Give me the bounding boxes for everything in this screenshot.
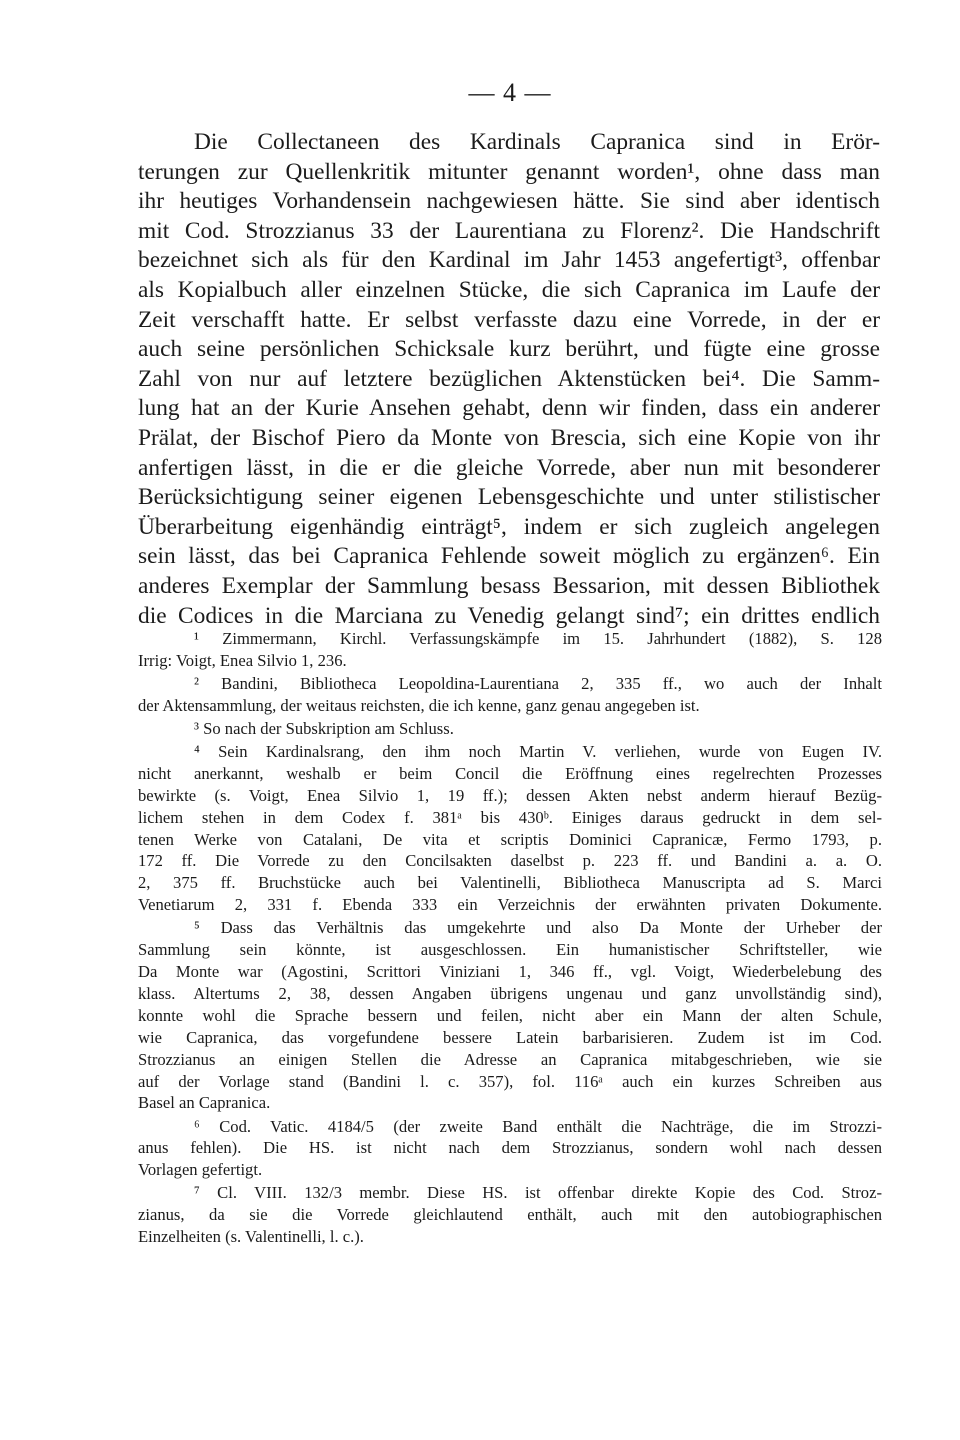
footnote-3 [138,718,882,740]
footnote-line: Irrig: Voigt, Enea Silvio 1, 236. [138,650,347,670]
footnote-line: ² Bandini, Bibliotheca Leopoldina-Laurentiana 2, 335 ff., wo auch der Inhalt [194,673,882,693]
body-line: lung hat an der Kurie Ansehen gehabt, denn wir finden, dass ein anderer [138,395,880,422]
footnote-line: ³ So nach der Subskription am Schluss. [194,718,454,738]
body-line: Zahl von nur auf letztere bezüglichen Aktenstücken bei⁴. Die Samm- [138,365,880,392]
footnote-line: ⁴ Sein Kardinalsrang, den ihm noch Martin V. verliehen, wurde von Eugen IV. [194,742,882,762]
body-line: bezeichnet sich als für den Kardinal im Jahr 1453 angefertigt³, offenbar [138,247,880,274]
body-line: Prälat, der Bischof Piero da Monte von Brescia, sich eine Kopie von ihr [138,424,880,451]
footnote-line: wie Capranica, das vorgefundene bessere Latein barbarisieren. Zudem ist im Cod. [138,1027,882,1047]
body-line: anderes Exemplar der Sammlung besass Bessarion, mit dessen Bibliothek [138,572,880,599]
footnote-line: ⁷ Cl. VIII. 132/3 membr. Diese HS. ist offenbar direkte Kopie des Cod. Stroz- [194,1183,882,1203]
footnote-5 [138,917,882,1114]
body-line: sein lässt, das bei Capranica Fehlende soweit möglich zu ergänzen⁶. Ein [138,543,880,570]
footnote-line: nicht anerkannt, weshalb er beim Concil die Eröffnung eines regelrechten Prozesses [138,763,882,783]
footnote-line: 172 ff. Die Vorrede zu den Concilsakten daselbst p. 223 ff. und Bandini a. a. O. [138,851,882,871]
body-line: terungen zur Quellenkritik mitunter genannt worden¹, ohne dass man [138,158,880,185]
footnotes [138,628,882,1249]
body-line: ihr heutiges Vorhandensein nachgewiesen hätte. Sie sind aber identisch [138,188,880,215]
footnote-line: tenen Werke von Catalani, De vita et scriptis Dominici Capranicæ, Fermo 1793, p. [138,829,882,849]
footnote-line: Vorlagen gefertigt. [138,1160,263,1180]
body-line: die Codices in die Marciana zu Venedig gelangt sind⁷; ein drittes endlich [138,602,880,629]
footnote-line: Venetiarum 2, 331 f. Ebenda 333 ein Verzeichnis der erwähnten privaten Dokumente. [138,895,882,915]
body-line: auch seine persönlichen Schicksale kurz berührt, und fügte eine grosse [138,336,880,363]
footnote-4 [138,741,882,916]
footnote-line: ⁵ Dass das Verhältnis das umgekehrte und also Da Monte der Urheber der [194,918,882,938]
footnote-line: Basel an Capranica. [138,1093,271,1113]
body-line: Überarbeitung eigenhändig einträgt⁵, indem er sich zugleich angelegen [138,513,880,540]
footnote-line: anus fehlen). Die HS. ist nicht nach dem Strozzianus, sondern wohl nach dessen [138,1138,882,1158]
body-line: Berücksichtigung seiner eigenen Lebensgeschichte und unter stilistischer [138,484,880,511]
footnote-line: lichem stehen in dem Codex f. 381ᵃ bis 430ᵇ. Einiges daraus gedruckt in dem sel- [138,807,882,827]
body-line: mit Cod. Strozzianus 33 der Laurentiana zu Florenz². Die Handschrift [138,217,880,244]
footnote-2 [138,673,882,717]
footnote-line: zianus, da sie die Vorrede gleichlautend enthält, auch mit den autobiographischen [138,1205,882,1225]
footnote-line: ⁶ Cod. Vatic. 4184/5 (der zweite Band enthält die Nachträge, die im Strozzi- [194,1116,882,1136]
body-line: Zeit verschafft hatte. Er selbst verfasste dazu eine Vorrede, in der er [138,306,880,333]
body-line: als Kopialbuch aller einzelnen Stücke, die sich Capranica im Laufe der [138,276,880,303]
footnote-line: ¹ Zimmermann, Kirchl. Verfassungskämpfe im 15. Jahrhundert (1882), S. 128 [194,629,882,648]
main-body-text [138,128,880,631]
body-line: Die Collectaneen des Kardinals Capranica sind in Erör- [194,129,880,155]
footnote-line: 2, 375 ff. Bruchstücke auch bei Valentinelli, Bibliotheca Manuscripta ad S. Marci [138,873,882,893]
footnote-line: der Aktensammlung, der weitaus reichsten, die ich kenne, ganz genau angegeben ist. [138,695,700,715]
footnote-line: Einzelheiten (s. Valentinelli, l. c.). [138,1227,364,1247]
footnote-7 [138,1182,882,1248]
footnote-line: klass. Altertums 2, 38, dessen Angaben übrigens ungenau und ganz unvollständig sind), [138,984,882,1003]
footnote-1 [138,628,882,672]
footnote-line: Sammlung sein könnte, ist ausgeschlossen. Ein humanistischer Schriftsteller, wie [138,940,882,960]
footnote-line: bewirkte (s. Voigt, Enea Silvio 1, 19 ff.); dessen Akten nebst anderm hierauf Bezüg- [138,785,882,805]
footnote-line: auf der Vorlage stand (Bandini l. c. 357), fol. 116ᵃ auch ein kurzes Schreiben aus [138,1071,882,1091]
footnote-line: Da Monte war (Agostini, Scrittori Viniziani 1, 346 ff., vgl. Voigt, Wiederbelebung des [138,962,882,982]
footnote-line: Strozzianus an einigen Stellen die Adresse an Capranica mitabgeschrieben, wie sie [138,1049,882,1069]
body-line: anfertigen lässt, in die er die gleiche Vorrede, aber nun mit besonderer [138,454,880,481]
page-number: — 4 — [468,78,552,107]
footnote-6 [138,1116,882,1182]
footnote-line: konnte wohl die Sprache bessern und feilen, nicht aber ein Mann der alten Schule, [138,1005,882,1025]
